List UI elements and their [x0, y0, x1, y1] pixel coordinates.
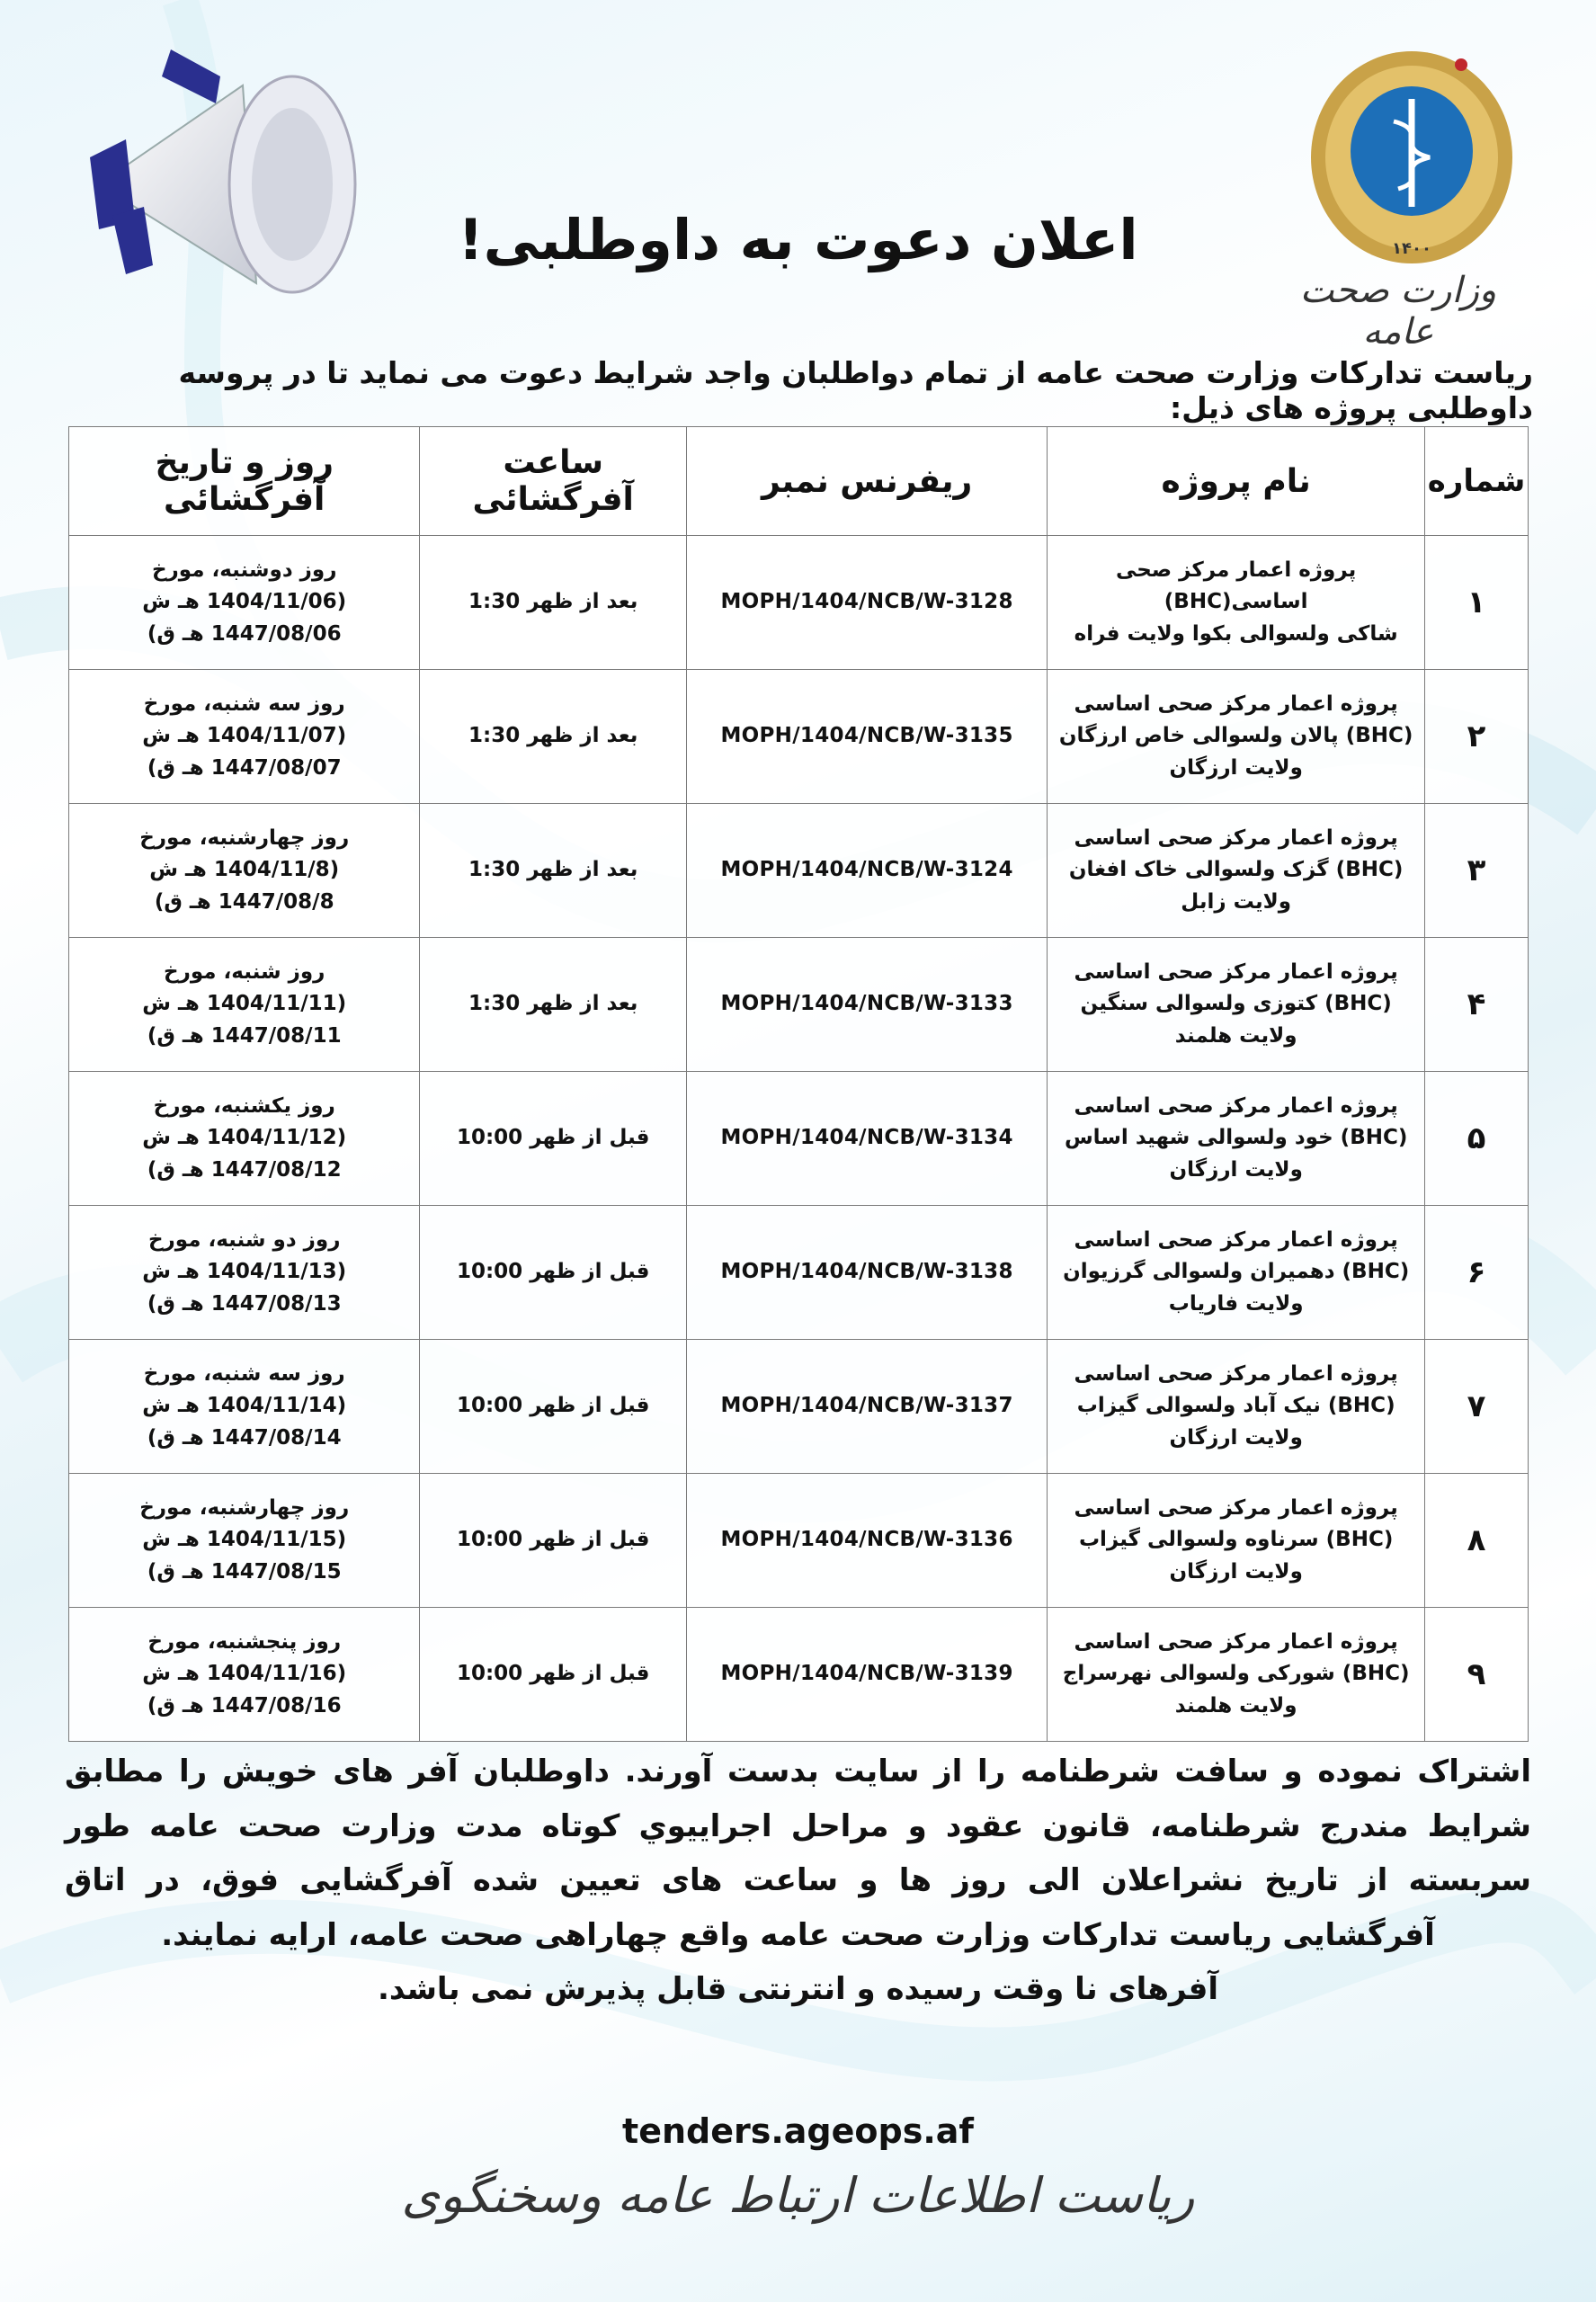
date-line: (1404/11/16 هـ ش [142, 1662, 347, 1686]
page-title: اعلان دعوت به داوطلبی! [458, 207, 1138, 272]
table-row [69, 670, 1529, 804]
cell-time: بعد از ظهر 1:30 [420, 536, 687, 670]
cell-date [69, 1072, 420, 1206]
project-line: ولایت زابل [1181, 889, 1292, 914]
date-line: 1447/08/8 هـ ق) [154, 889, 334, 914]
cell-date [69, 1340, 420, 1474]
date-line: روز سه شنبه، مورخ [143, 691, 345, 716]
ministry-signature: وزارت صحت عامه [1299, 270, 1497, 352]
project-line: پروژه اعمار مرکز صحی اساسی [1074, 1629, 1398, 1654]
date-line: (1404/11/07 هـ ش [142, 724, 347, 748]
date-line: (1404/11/12 هـ ش [142, 1126, 347, 1150]
table-row [69, 536, 1529, 670]
project-line: پروژه اعمار مرکز صحی اساسی [1074, 1495, 1398, 1520]
project-line: (BHC) نیک آباد ولسوالی گیزاب [1076, 1394, 1395, 1418]
cell-number: ۶ [1425, 1206, 1529, 1340]
cell-date [69, 1608, 420, 1742]
table-row [69, 938, 1529, 1072]
date-line: روز دوشنبه، مورخ [151, 558, 337, 582]
table-row [69, 1206, 1529, 1340]
cell-project [1048, 1206, 1425, 1340]
cell-date [69, 938, 420, 1072]
date-line: روز شنبه، مورخ [164, 959, 325, 984]
cell-project [1048, 670, 1425, 804]
date-line: (1404/11/11 هـ ش [142, 992, 347, 1016]
cell-reference: MOPH/1404/NCB/W-3136 [687, 1474, 1048, 1608]
date-line: (1404/11/06 هـ ش [142, 590, 347, 614]
header-reference: ریفرنس نمبر [687, 427, 1048, 536]
header-number: شماره [1425, 427, 1529, 536]
project-line: ولایت هلمند [1174, 1693, 1297, 1718]
cell-date [69, 1474, 420, 1608]
date-line: 1447/08/12 هـ ق) [147, 1157, 342, 1182]
footer-signature: ریاست اطلاعات ارتباط عامه وسخنگوی [401, 2167, 1195, 2224]
date-line: 1447/08/11 هـ ق) [147, 1023, 342, 1048]
cell-number: ۷ [1425, 1340, 1529, 1474]
cell-time: قبل از ظهر 10:00 [420, 1608, 687, 1742]
cell-time: قبل از ظهر 10:00 [420, 1340, 687, 1474]
cell-reference: MOPH/1404/NCB/W-3138 [687, 1206, 1048, 1340]
table-row [69, 1608, 1529, 1742]
project-line: ولایت ارزگان [1169, 1157, 1303, 1182]
body-paragraph: اشتراک نموده و سافت شرطنامه را از سایت بدست آورند. داوطلبان آفر های خویش را مطابق شرایط مندرج شرطنامه، قانون عقود و مراحل اجراییوي کوتاه مدت وزارت صحت عامه طور سربسته از تاریخ نشراعلان الی روز ها و ساعت های تعیین شده آفرگشایی فوق، در اتاق آفرگشایی ریاست تدارکات وزارت صحت عامه واقع چهاراهی صحت عامه، ارایه نمایند. [65, 1753, 1531, 1953]
intro-text: ریاست تدارکات وزارت صحت عامه از تمام دواطلبان واجد شرایط دعوت می نماید تا در پروسه داوطلبی پروژه های ذیل: [178, 355, 1533, 425]
header-project: نام پروژه [1048, 427, 1425, 536]
website-link[interactable]: tenders.ageops.af [622, 2111, 974, 2151]
cell-reference: MOPH/1404/NCB/W-3137 [687, 1340, 1048, 1474]
project-line: پروژه اعمار مرکز صحی اساسی [1074, 825, 1398, 850]
cell-reference: MOPH/1404/NCB/W-3133 [687, 938, 1048, 1072]
project-line: ولایت ارزگان [1169, 1559, 1303, 1584]
cell-reference: MOPH/1404/NCB/W-3139 [687, 1608, 1048, 1742]
cell-time: بعد از ظهر 1:30 [420, 804, 687, 938]
date-line: (1404/11/14 هـ ش [142, 1394, 347, 1418]
cell-time: قبل از ظهر 10:00 [420, 1072, 687, 1206]
cell-number: ۳ [1425, 804, 1529, 938]
cell-time: قبل از ظهر 10:00 [420, 1206, 687, 1340]
date-line: روز یکشنبه، مورخ [153, 1093, 335, 1118]
date-line: روز سه شنبه، مورخ [143, 1361, 345, 1386]
project-line: (BHC) سرناوه ولسوالی گیزاب [1078, 1528, 1394, 1552]
project-line: پروژه اعمار مرکز صحی اساسی [1074, 691, 1398, 716]
table-row [69, 1340, 1529, 1474]
cell-number: ۴ [1425, 938, 1529, 1072]
project-line: شاکی ولسوالی بکوا ولایت فراه [1074, 621, 1398, 646]
project-line: ولایت ارزگان [1169, 755, 1303, 780]
project-line: (BHC) گزک ولسوالی خاک افغان [1068, 858, 1404, 882]
date-line: 1447/08/16 هـ ق) [147, 1693, 342, 1718]
project-line: اساسی(BHC) [1164, 590, 1308, 614]
cell-reference: MOPH/1404/NCB/W-3124 [687, 804, 1048, 938]
cell-reference: MOPH/1404/NCB/W-3128 [687, 536, 1048, 670]
header-date: روز و تاریخ آفرگشائی [69, 427, 420, 536]
project-line: ولایت ارزگان [1169, 1425, 1303, 1450]
date-line: 1447/08/13 هـ ق) [147, 1291, 342, 1316]
project-line: ولایت هلمند [1174, 1023, 1297, 1048]
date-line: 1447/08/14 هـ ق) [147, 1425, 342, 1450]
header-time: ساعت آفرگشائی [420, 427, 687, 536]
cell-number: ۱ [1425, 536, 1529, 670]
cell-reference: MOPH/1404/NCB/W-3135 [687, 670, 1048, 804]
svg-text:۱۴۰۰: ۱۴۰۰ [1392, 239, 1431, 258]
project-line: (BHC) شورکی ولسوالی نهرسراج [1062, 1662, 1410, 1686]
date-line: (1404/11/15 هـ ش [142, 1528, 347, 1552]
date-line: روز چهارشنبه، مورخ [139, 1495, 350, 1520]
table-header-row [69, 427, 1529, 536]
date-line: 1447/08/07 هـ ق) [147, 755, 342, 780]
project-line: پروژه اعمار مرکز صحی اساسی [1074, 959, 1398, 984]
date-line: روز دو شنبه، مورخ [147, 1227, 341, 1252]
date-line: (1404/11/8 هـ ش [149, 858, 340, 882]
cell-project [1048, 1340, 1425, 1474]
project-line: (BHC) دهمیران ولسوالی گرزیوان [1063, 1260, 1410, 1284]
date-line: روز پنجشنبه، مورخ [147, 1629, 342, 1654]
table-row [69, 804, 1529, 938]
project-line: پروژه اعمار مرکز صحی اساسی [1074, 1361, 1398, 1386]
cell-date [69, 536, 420, 670]
cell-reference: MOPH/1404/NCB/W-3134 [687, 1072, 1048, 1206]
cell-project [1048, 1474, 1425, 1608]
cell-project [1048, 1072, 1425, 1206]
date-line: 1447/08/06 هـ ق) [147, 621, 342, 646]
project-line: ولایت فاریاب [1168, 1291, 1304, 1316]
project-line: (BHC) خود ولسوالی شهید اساس [1064, 1126, 1408, 1150]
table-row [69, 1474, 1529, 1608]
cell-project [1048, 536, 1425, 670]
project-line: پروژه اعمار مرکز صحی اساسی [1074, 1093, 1398, 1118]
cell-number: ۸ [1425, 1474, 1529, 1608]
cell-project [1048, 938, 1425, 1072]
date-line: 1447/08/15 هـ ق) [147, 1559, 342, 1584]
cell-number: ۵ [1425, 1072, 1529, 1206]
cell-project [1048, 1608, 1425, 1742]
project-line: (BHC) پالان ولسوالی خاص ارزگان [1058, 724, 1413, 748]
cell-time: بعد از ظهر 1:30 [420, 938, 687, 1072]
date-line: روز چهارشنبه، مورخ [139, 825, 350, 850]
body-note: آفرهای نا وقت رسیده و انترنتی قابل پذیرش نمی باشد. [377, 1971, 1219, 2008]
announcement-body [65, 1744, 1531, 2017]
project-line: (BHC) کتوزی ولسوالی سنگین [1080, 992, 1392, 1016]
cell-time: قبل از ظهر 10:00 [420, 1474, 687, 1608]
table-row [69, 1072, 1529, 1206]
cell-date [69, 670, 420, 804]
cell-number: ۹ [1425, 1608, 1529, 1742]
tender-table [68, 426, 1529, 1742]
cell-number: ۲ [1425, 670, 1529, 804]
cell-date [69, 804, 420, 938]
cell-time: بعد از ظهر 1:30 [420, 670, 687, 804]
project-line: پروژه اعمار مرکز صحی اساسی [1074, 1227, 1398, 1252]
date-line: (1404/11/13 هـ ش [142, 1260, 347, 1284]
cell-date [69, 1206, 420, 1340]
project-line: پروژه اعمار مرکز صحی [1116, 558, 1357, 582]
cell-project [1048, 804, 1425, 938]
